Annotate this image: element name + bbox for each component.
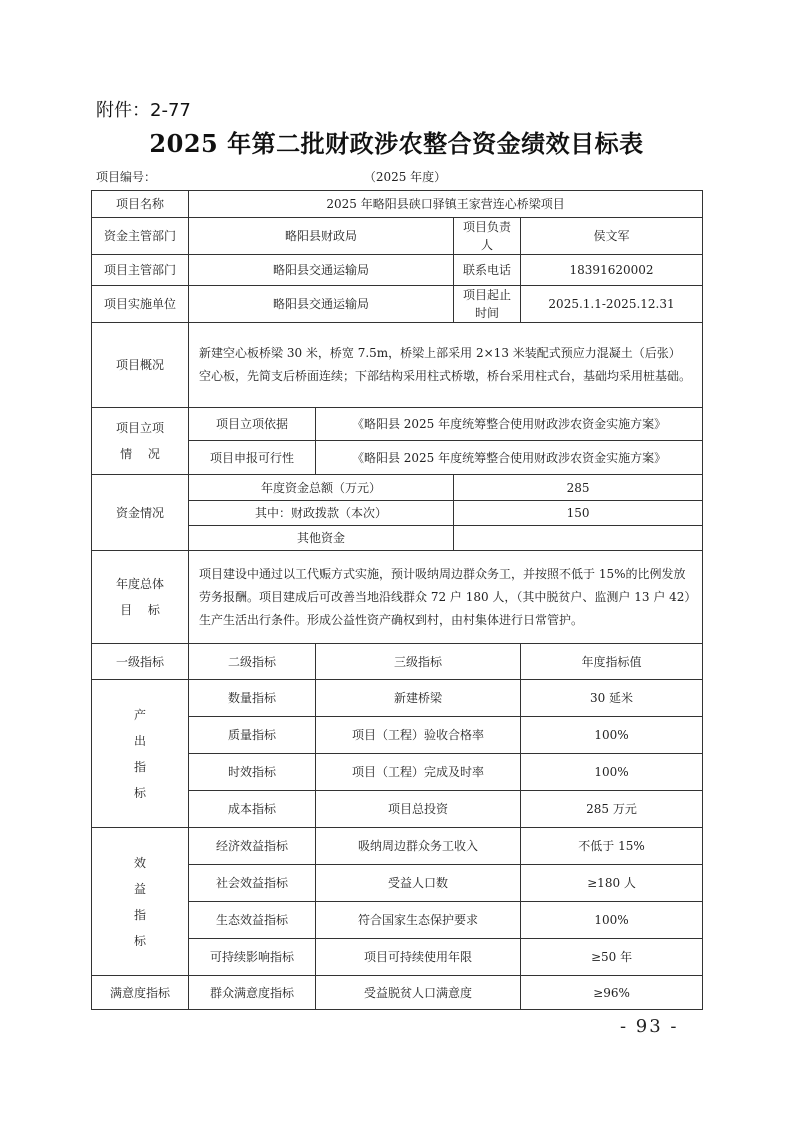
table-row <box>92 828 703 865</box>
project-dept-label: 项目主管部门 <box>92 255 189 286</box>
value-cell: ≥50 年 <box>521 939 703 976</box>
level3-cell: 吸纳周边群众务工收入 <box>316 828 521 865</box>
overview-text: 新建空心板桥梁 30 米，桥宽 7.5m，桥梁上部采用 2×13 米装配式预应力混凝土（后张）空心板，先简支后桥面连续；下部结构采用柱式桥墩，桥台采用柱式台，基础均采用桩基础。 <box>189 323 703 408</box>
level3-cell: 项目（工程）验收合格率 <box>316 717 521 754</box>
page-title: 2025 年第二批财政涉农整合资金绩效目标表 <box>149 129 644 158</box>
output-indicator-label <box>92 680 189 828</box>
approval-label <box>92 408 189 475</box>
feasibility-label: 项目申报可行性 <box>189 441 316 475</box>
table-row <box>92 255 703 286</box>
level3-cell: 受益人口数 <box>316 865 521 902</box>
label-char: 出 <box>133 733 146 748</box>
level2-cell: 生态效益指标 <box>189 902 316 939</box>
level3-cell: 新建桥梁 <box>316 680 521 717</box>
level2-cell: 可持续影响指标 <box>189 939 316 976</box>
funds-other-value <box>454 526 703 551</box>
table-row <box>92 976 703 1010</box>
value-cell: 285 万元 <box>521 791 703 828</box>
level3-cell: 项目可持续使用年限 <box>316 939 521 976</box>
value-cell: 不低于 15% <box>521 828 703 865</box>
label-char: 指 <box>133 759 146 774</box>
phone-value: 18391620002 <box>521 255 703 286</box>
value-cell: ≥180 人 <box>521 865 703 902</box>
table-row <box>92 551 703 644</box>
page-number: - 93 - <box>620 1016 679 1037</box>
satisfaction-indicator-label: 满意度指标 <box>92 976 189 1010</box>
overview-label: 项目概况 <box>92 323 189 408</box>
level2-cell: 质量指标 <box>189 717 316 754</box>
header-level1: 一级指标 <box>92 644 189 680</box>
level3-cell: 符合国家生态保护要求 <box>316 902 521 939</box>
phone-label: 联系电话 <box>454 255 521 286</box>
fund-dept-value: 略阳县财政局 <box>189 218 454 255</box>
level2-cell: 时效指标 <box>189 754 316 791</box>
table-row <box>92 323 703 408</box>
attachment-label: 附件：2-77 <box>96 100 191 121</box>
indicator-header-row <box>92 644 703 680</box>
label-char: 益 <box>133 881 146 896</box>
table-row <box>92 218 703 255</box>
impl-unit-label: 项目实施单位 <box>92 286 189 323</box>
goal-text: 项目建设中通过以工代赈方式实施，预计吸纳周边群众务工，并按照不低于 15%的比例发放劳务报酬。项目建成后可改善当地沿线群众 72 户 180 人，（其中脱贫户、监测户 13 户 42）生产生活出行条件。形成公益性资产确权到村，由村集体进行日常管护。 <box>189 551 703 644</box>
level3-cell: 项目（工程）完成及时率 <box>316 754 521 791</box>
header-value: 年度指标值 <box>521 644 703 680</box>
feasibility-value: 《略阳县 2025 年度统筹整合使用财政涉农资金实施方案》 <box>316 441 703 475</box>
goal-label <box>92 551 189 644</box>
leader-label: 项目负责人 <box>454 218 521 255</box>
fund-dept-label: 资金主管部门 <box>92 218 189 255</box>
project-dept-value: 略阳县交通运输局 <box>189 255 454 286</box>
label-char: 产 <box>133 707 146 722</box>
funds-fiscal-label: 其中：财政拨款（本次） <box>189 501 454 526</box>
benefit-indicator-label <box>92 828 189 976</box>
label-char: 标 <box>133 933 146 948</box>
goal-label-line2: 目 标 <box>120 603 160 617</box>
table-row <box>92 475 703 501</box>
value-cell: 100% <box>521 717 703 754</box>
impl-unit-value: 略阳县交通运输局 <box>189 286 454 323</box>
project-number-label: 项目编号： <box>96 170 157 184</box>
year-label: （2025 年度） <box>363 170 447 184</box>
header-level2: 二级指标 <box>189 644 316 680</box>
level3-cell: 受益脱贫人口满意度 <box>316 976 521 1010</box>
level2-cell: 数量指标 <box>189 680 316 717</box>
project-name-value: 2025 年略阳县硖口驿镇王家营连心桥梁项目 <box>189 191 703 218</box>
table-row <box>92 408 703 441</box>
approval-label-line2: 情 况 <box>120 447 160 461</box>
table-row <box>92 191 703 218</box>
leader-value: 侯文军 <box>521 218 703 255</box>
table-row <box>92 286 703 323</box>
value-cell: ≥96% <box>521 976 703 1010</box>
period-label: 项目起止时间 <box>454 286 521 323</box>
approval-label-line1: 项目立项 <box>115 421 164 435</box>
goal-label-line1: 年度总体 <box>115 577 164 591</box>
level2-cell: 经济效益指标 <box>189 828 316 865</box>
level2-cell: 成本指标 <box>189 791 316 828</box>
funds-other-label: 其他资金 <box>189 526 454 551</box>
level2-cell: 社会效益指标 <box>189 865 316 902</box>
period-value: 2025.1.1-2025.12.31 <box>521 286 703 323</box>
value-cell: 100% <box>521 902 703 939</box>
performance-target-table <box>91 190 703 1010</box>
header-level3: 三级指标 <box>316 644 521 680</box>
funds-total-label: 年度资金总额（万元） <box>189 475 454 501</box>
level2-cell: 群众满意度指标 <box>189 976 316 1010</box>
funds-fiscal-value: 150 <box>454 501 703 526</box>
label-char: 效 <box>133 855 146 870</box>
value-cell: 30 延米 <box>521 680 703 717</box>
level3-cell: 项目总投资 <box>316 791 521 828</box>
basis-label: 项目立项依据 <box>189 408 316 441</box>
funds-total-value: 285 <box>454 475 703 501</box>
funds-label: 资金情况 <box>92 475 189 551</box>
project-name-label: 项目名称 <box>92 191 189 218</box>
label-char: 指 <box>133 907 146 922</box>
table-row <box>92 680 703 717</box>
value-cell: 100% <box>521 754 703 791</box>
basis-value: 《略阳县 2025 年度统筹整合使用财政涉农资金实施方案》 <box>316 408 703 441</box>
label-char: 标 <box>133 785 146 800</box>
